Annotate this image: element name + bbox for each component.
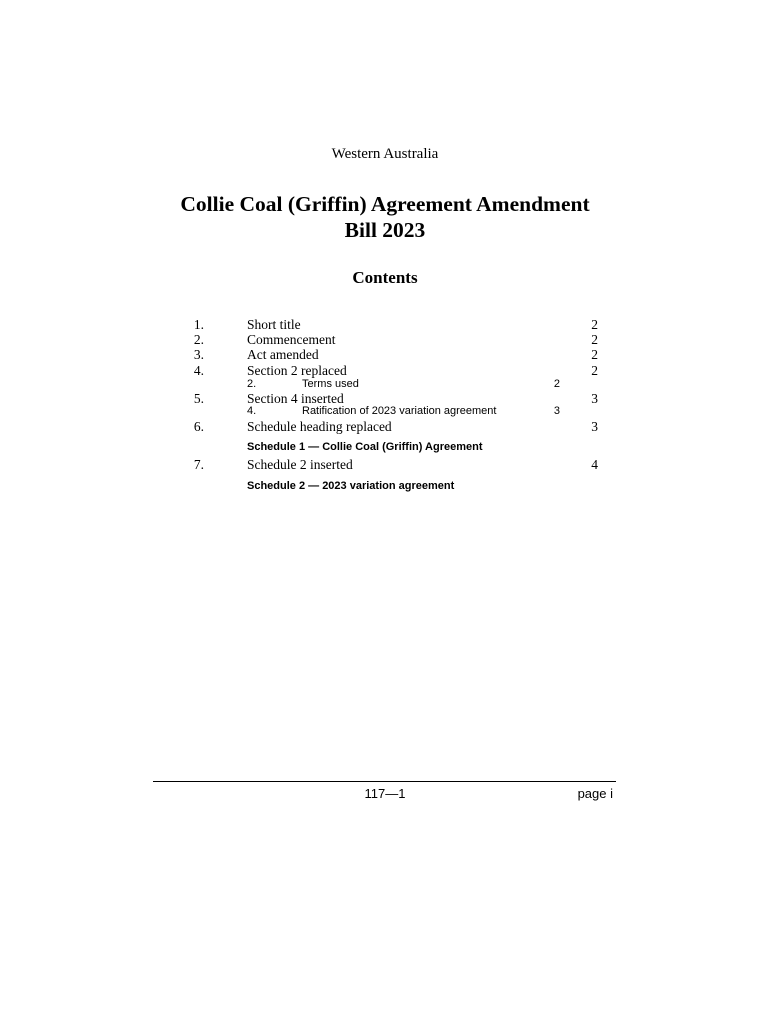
bill-title-line-2: Bill 2023	[344, 218, 426, 242]
toc-entry-page: 2	[591, 317, 598, 332]
toc-entry-page: 4	[591, 457, 598, 472]
toc-entry-page: 3	[591, 391, 598, 406]
toc-entry-label: Schedule 2 inserted	[247, 457, 353, 472]
toc-entry-number: 4.	[193, 363, 204, 378]
toc-subentry-label: Terms used	[302, 378, 359, 390]
toc-entry-page: 3	[591, 419, 598, 434]
toc-entry-number: 2.	[193, 332, 204, 347]
toc-entry-label: Schedule heading replaced	[247, 419, 392, 434]
toc-entry-page: 2	[591, 363, 598, 378]
footer-page-number: page i	[577, 786, 613, 801]
toc-schedule-heading-2: Schedule 2 — 2023 variation agreement	[247, 480, 455, 492]
contents-heading: Contents	[352, 268, 418, 287]
bill-title	[0, 191, 770, 243]
toc-entry-page: 2	[591, 332, 598, 347]
toc-entry-number: 1.	[193, 317, 204, 332]
toc-entry-number: 3.	[193, 347, 204, 362]
toc-entry-label: Section 4 inserted	[247, 391, 344, 406]
toc-entry-label: Act amended	[247, 347, 319, 362]
toc-subentry-number: 2.	[247, 378, 257, 390]
toc-entry-label: Section 2 replaced	[247, 363, 347, 378]
bill-title-line-1: Collie Coal (Griffin) Agreement Amendment	[180, 192, 590, 216]
toc-entry-number: 5.	[193, 391, 204, 406]
toc-schedule-heading-1: Schedule 1 — Collie Coal (Griffin) Agreement	[247, 441, 483, 453]
toc-entry-number: 7.	[193, 457, 204, 472]
footer-divider	[153, 781, 616, 782]
toc-subentry-label: Ratification of 2023 variation agreement	[302, 405, 497, 417]
jurisdiction-label: Western Australia	[331, 146, 439, 162]
toc-entry-label: Short title	[247, 317, 301, 332]
toc-subentry-page: 2	[553, 378, 560, 390]
toc-entry-label: Commencement	[247, 332, 336, 347]
footer-bill-number: 117—1	[364, 786, 406, 801]
toc-subentry-page: 3	[553, 405, 560, 417]
toc-entry-page: 2	[591, 347, 598, 362]
toc-subentry-number: 4.	[247, 405, 257, 417]
toc-entry-number: 6.	[193, 419, 204, 434]
